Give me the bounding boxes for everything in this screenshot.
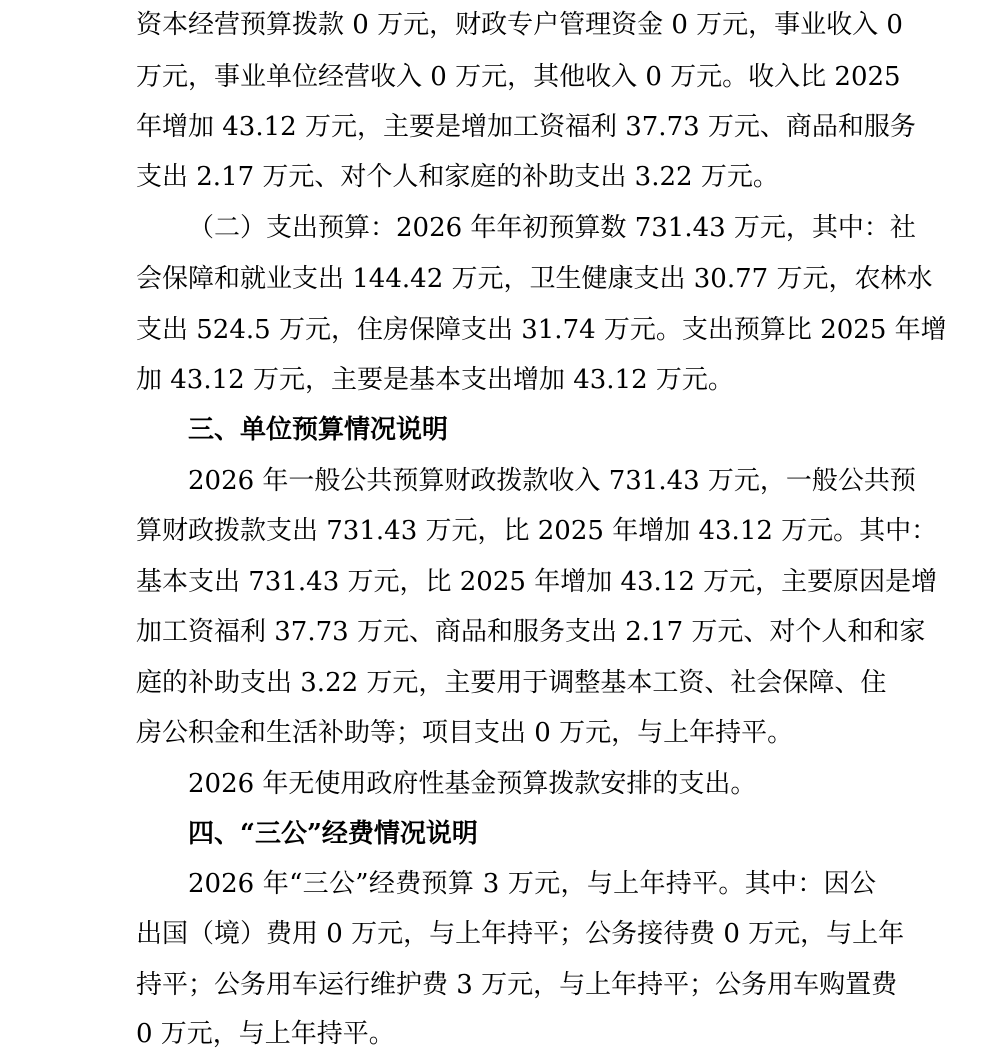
paragraph-line: 持平；公务用车运行维护费 3 万元，与上年持平；公务用车购置费: [136, 970, 898, 1000]
paragraph-line: 算财政拨款支出 731.43 万元，比 2025 年增加 43.12 万元。其中：: [136, 516, 938, 546]
paragraph-line: 出国（境）费用 0 万元，与上年持平；公务接待费 0 万元，与上年: [136, 919, 905, 949]
paragraph-line: 万元，事业单位经营收入 0 万元，其他收入 0 万元。收入比 2025: [136, 62, 901, 92]
paragraph-line: 会保障和就业支出 144.42 万元，卫生健康支出 30.77 万元，农林水: [136, 264, 933, 294]
paragraph-line: 支出 2.17 万元、对个人和家庭的补助支出 3.22 万元。: [136, 162, 779, 192]
section-heading: 四、“三公”经费情况说明: [188, 819, 478, 849]
paragraph-line: 支出 524.5 万元，住房保障支出 31.74 万元。支出预算比 2025 年增: [136, 315, 947, 345]
paragraph-line: 房公积金和生活补助等；项目支出 0 万元，与上年持平。: [136, 718, 794, 748]
paragraph-line: 年增加 43.12 万元，主要是增加工资福利 37.73 万元、商品和服务: [136, 112, 916, 142]
paragraph-line: 庭的补助支出 3.22 万元，主要用于调整基本工资、社会保障、住: [136, 668, 887, 698]
paragraph-line: 2026 年“三公”经费预算 3 万元，与上年持平。其中：因公: [188, 869, 876, 899]
paragraph-line: 2026 年无使用政府性基金预算拨款安排的支出。: [188, 769, 757, 799]
paragraph-line: 0 万元，与上年持平。: [136, 1019, 395, 1049]
paragraph-line: 2026 年一般公共预算财政拨款收入 731.43 万元，一般公共预: [188, 466, 916, 496]
paragraph-line: （二）支出预算：2026 年年初预算数 731.43 万元，其中：社: [188, 213, 916, 243]
paragraph-line: 加工资福利 37.73 万元、商品和服务支出 2.17 万元、对个人和和家: [136, 617, 926, 647]
paragraph-line: 基本支出 731.43 万元，比 2025 年增加 43.12 万元，主要原因是增: [136, 567, 938, 597]
paragraph-line: 加 43.12 万元，主要是基本支出增加 43.12 万元。: [136, 365, 734, 395]
section-heading: 三、单位预算情况说明: [188, 415, 449, 445]
paragraph-line: 资本经营预算拨款 0 万元，财政专户管理资金 0 万元，事业收入 0: [136, 10, 903, 40]
